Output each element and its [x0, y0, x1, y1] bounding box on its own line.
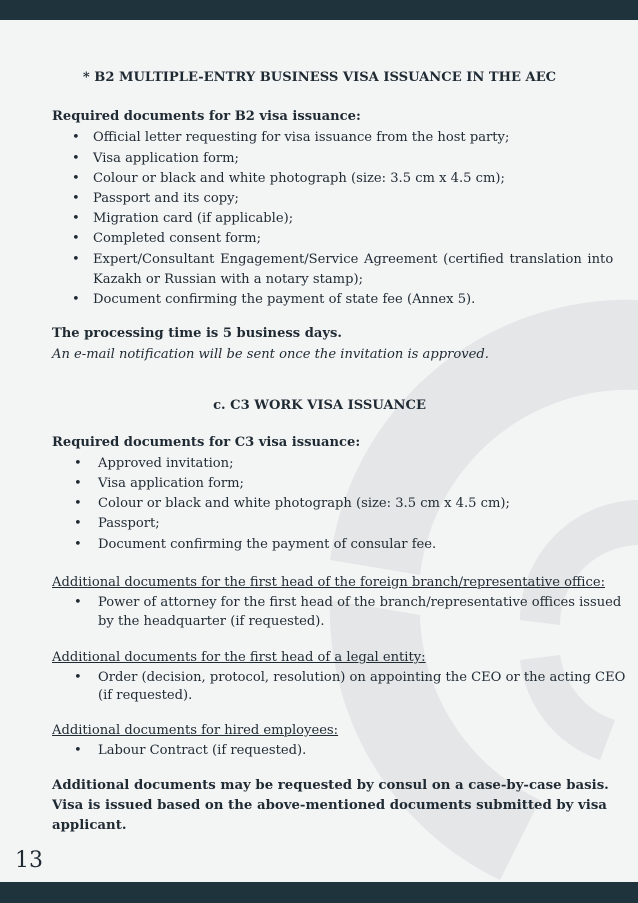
b2-processing-time: The processing time is 5 business days. [52, 326, 342, 341]
closing-line: applicant. [52, 818, 127, 833]
c3-section-title: c. C3 WORK VISA ISSUANCE [213, 398, 426, 413]
list-item-continuation: Kazakh or Russian with a notary stamp); [93, 272, 363, 287]
b2-section-title: * B2 MULTIPLE-ENTRY BUSINESS VISA ISSUANCE IN THE AEC [82, 70, 557, 85]
page-number: 13 [15, 848, 43, 873]
hired-employees-heading: Additional documents for hired employees: [52, 723, 339, 738]
bottom-bar [0, 882, 638, 903]
b2-required-heading: Required documents for B2 visa issuance: [52, 109, 361, 124]
list-item-continuation: by the headquarter (if requested). [98, 614, 325, 629]
closing-line: Visa is issued based on the above-mentioned documents submitted by visa [52, 798, 607, 813]
legal-entity-heading: Additional documents for the first head of a legal entity: [52, 650, 426, 665]
c3-required-heading: Required documents for C3 visa issuance: [52, 435, 361, 450]
branch-heading: Additional documents for the first head of the foreign branch/representative office: [52, 575, 605, 590]
b2-notification: An e-mail notification will be sent once the invitation is approved. [52, 347, 489, 362]
list-item-continuation: (if requested). [98, 688, 193, 703]
closing-line: Additional documents may be requested by consul on a case-by-case basis. [52, 778, 609, 793]
